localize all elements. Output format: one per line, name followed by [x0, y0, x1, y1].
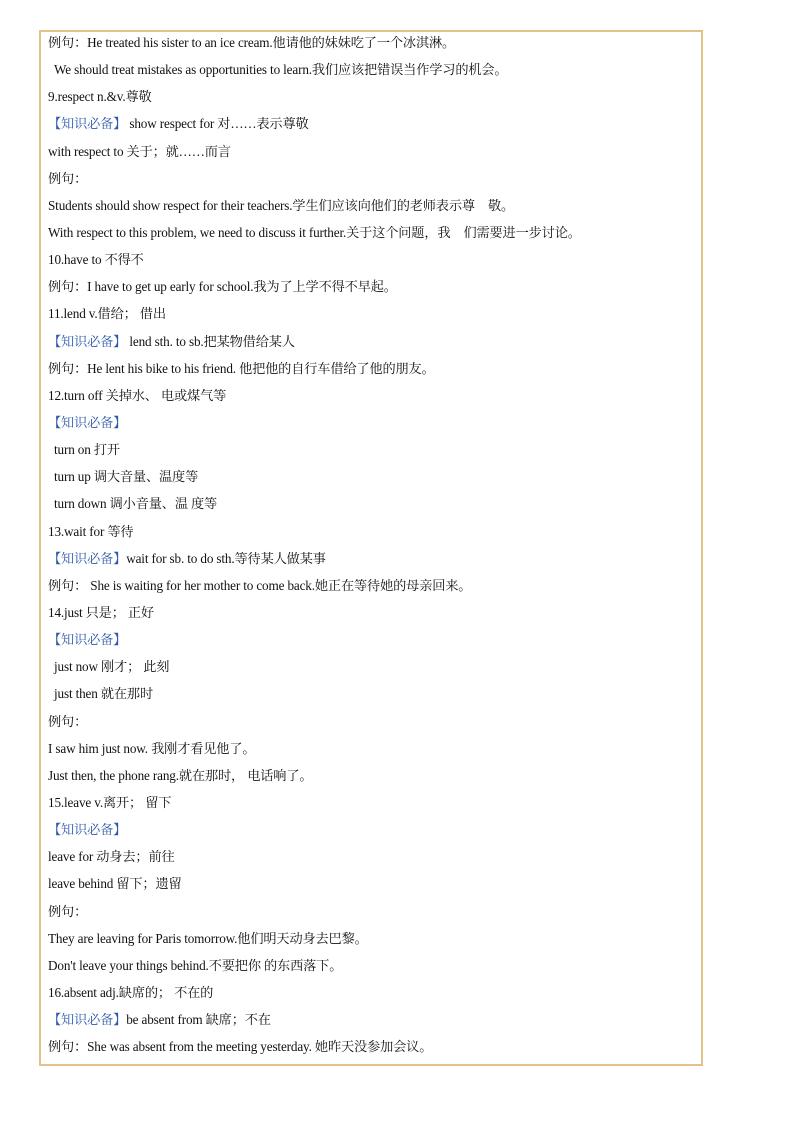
text-line: I saw him just now. 我刚才看见他了。 — [48, 740, 256, 756]
text-line: turn up 调大音量、温度等 — [54, 469, 199, 485]
text-line: with respect to 关于；就……而言 — [48, 143, 231, 159]
vocab-heading: 15.leave v.离开； 留下 — [48, 794, 172, 810]
knowledge-label: 【知识必备】 — [48, 1012, 127, 1028]
vocab-heading: 9.respect n.&v.尊敬 — [48, 89, 152, 105]
knowledge-label: 【知识必备】 — [48, 632, 127, 648]
vocab-heading: 16.absent adj.缺席的； 不在的 — [48, 984, 214, 1000]
knowledge-label: 【知识必备】 — [48, 333, 127, 349]
text-line: We should treat mistakes as opportunities to learn.我们应该把错误当作学习的机会。 — [54, 62, 508, 78]
text-line: Students should show respect for their teachers.学生们应该向他们的老师表示尊 敬。 — [48, 197, 515, 213]
knowledge-line: 【知识必备】wait for sb. to do sth.等待某人做某事 — [48, 550, 326, 566]
knowledge-line — [48, 413, 688, 440]
knowledge-label: 【知识必备】 — [48, 550, 127, 566]
knowledge-line — [48, 630, 688, 657]
example-label: 例句： — [48, 713, 88, 729]
vocab-heading: 14.just 只是； 正好 — [48, 604, 154, 620]
example-label: 例句： — [48, 903, 88, 919]
text-line: They are leaving for Paris tomorrow.他们明天动身去巴黎。 — [48, 930, 368, 946]
knowledge-label: 【知识必备】 — [48, 822, 127, 838]
text-line: leave for 动身去；前往 — [48, 849, 175, 865]
text-line: 例句：He treated his sister to an ice cream.他请他的妹妹吃了一个冰淇淋。 — [48, 35, 456, 50]
vocab-heading: 10.have to 不得不 — [48, 252, 144, 268]
text-line: Don't leave your things behind.不要把你 的东西落下。 — [48, 957, 343, 973]
text-line: Just then, the phone rang.就在那时， 电话响了。 — [48, 767, 313, 783]
text-line: just now 刚才； 此刻 — [54, 659, 170, 675]
text-line: 例句： She is waiting for her mother to come back.她正在等待她的母亲回来。 — [48, 577, 472, 593]
text-line: 例句：I have to get up early for school.我为了上学不得不早起。 — [48, 279, 397, 295]
knowledge-line: 【知识必备】be absent from 缺席；不在 — [48, 1012, 271, 1028]
knowledge-line: 【知识必备】 lend sth. to sb.把某物借给某人 — [48, 333, 295, 349]
knowledge-line: 【知识必备】 show respect for 对……表示尊敬 — [48, 116, 309, 132]
vocab-heading: 12.turn off 关掉水、 电或煤气等 — [48, 387, 227, 403]
vocab-heading: 11.lend v.借给； 借出 — [48, 306, 166, 322]
knowledge-label: 【知识必备】 — [48, 116, 127, 132]
text-line: 例句：He lent his bike to his friend. 他把他的自行车借给了他的朋友。 — [48, 360, 435, 376]
knowledge-line — [48, 820, 688, 847]
text-line: leave behind 留下；遗留 — [48, 876, 182, 892]
knowledge-label: 【知识必备】 — [48, 414, 127, 430]
text-line: just then 就在那时 — [54, 686, 154, 702]
text-line: turn down 调小音量、温 度等 — [54, 496, 218, 512]
document-body — [48, 33, 688, 1064]
text-line: turn on 打开 — [54, 442, 120, 458]
text-line: 例句：She was absent from the meeting yesterday. 她昨天没参加会议。 — [48, 1039, 433, 1055]
text-line: With respect to this problem, we need to discuss it further.关于这个问题，我 们需要进一步讨论。 — [48, 224, 581, 240]
vocab-heading: 13.wait for 等待 — [48, 523, 134, 539]
example-label: 例句： — [48, 170, 88, 186]
